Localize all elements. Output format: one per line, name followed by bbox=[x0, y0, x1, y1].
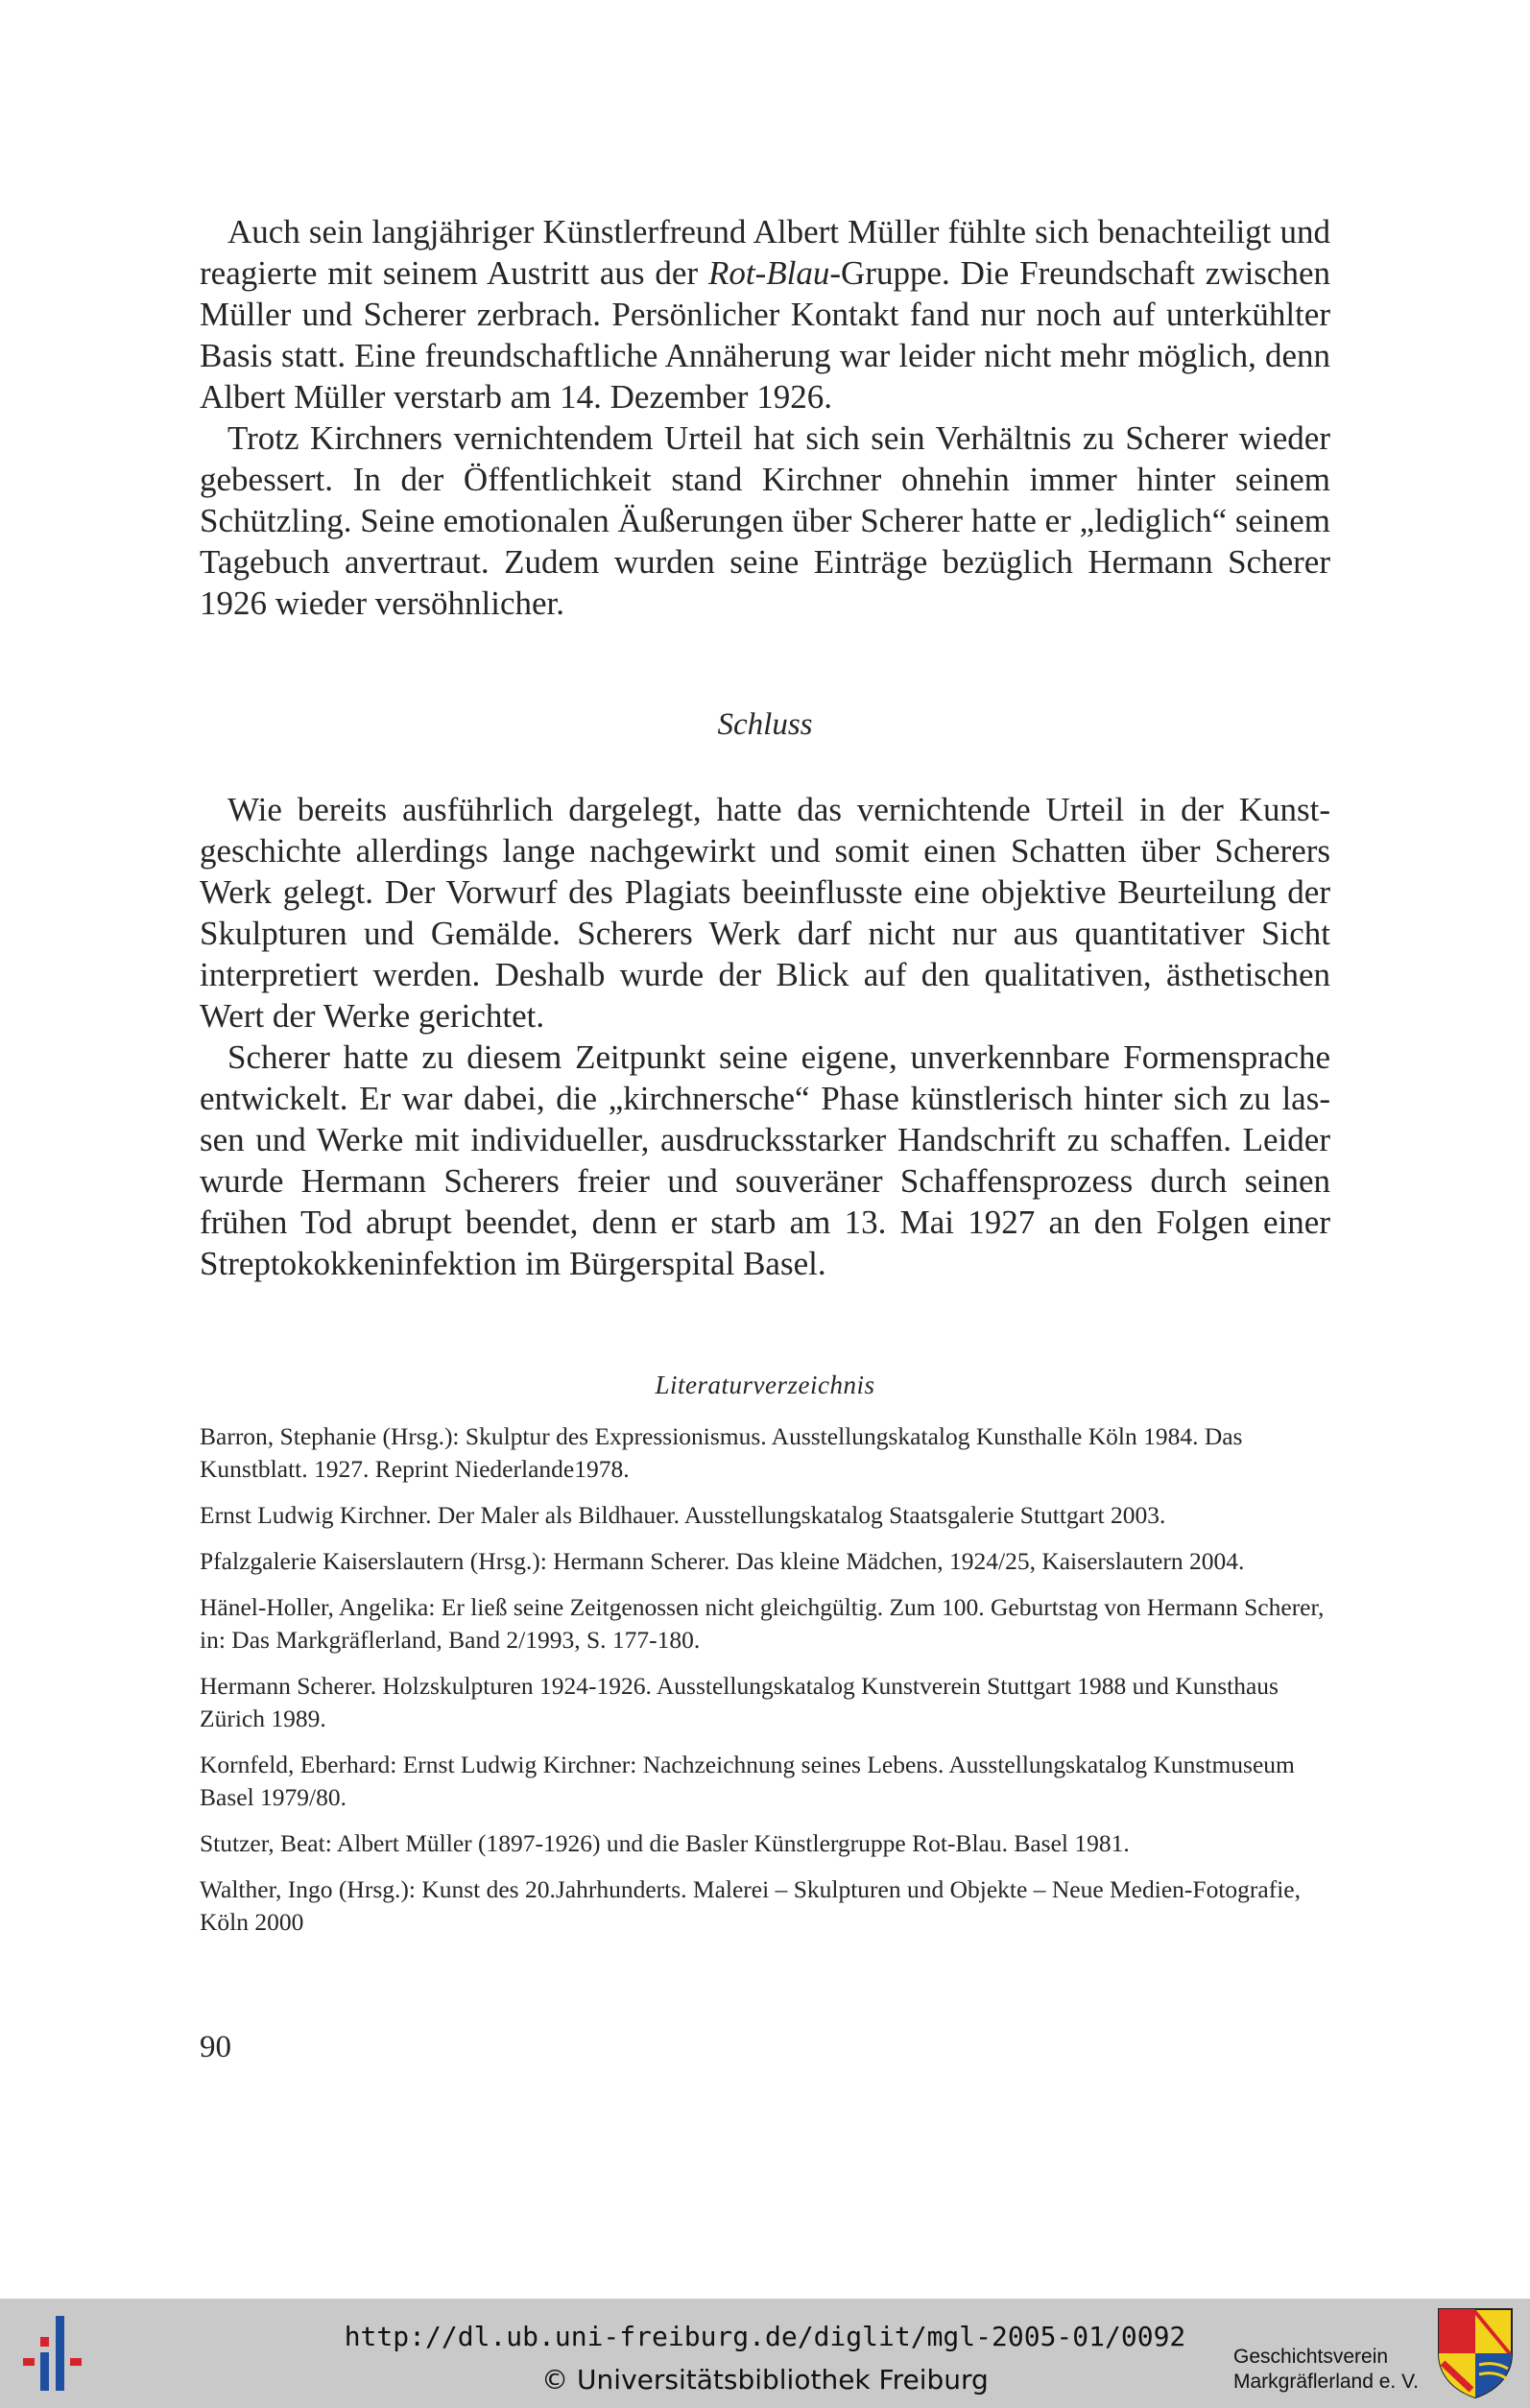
reference-item: Pfalzgalerie Kaiserslautern (Hrsg.): Hermann Scherer. Das kleine Mädchen, 1924/25, Kaiserslautern 2004. bbox=[200, 1547, 1245, 1575]
paragraph-urteil: Wie bereits ausführlich dargelegt, hatte das vernichtende Urteil in der Kunstgeschichte allerdings lange nachgewirkt und somit einen Schatten über Scherers Werk gelegt. Der Vorwurf des Plagiats beeinflusste eine objektive Beurteilung der Skulpturen und Gemälde. Scherers Werk darf nicht nur aus quantitativer Sicht interpretiert werden. Deshalb wurde der Blick auf den qualitativen, ästhetischen Wert der Werke gerichtet. bbox=[200, 791, 1330, 1035]
society-name: Geschichtsverein Markgräflerland e. V. bbox=[1233, 2346, 1419, 2393]
paragraph-formensprache: Scherer hatte zu diesem Zeitpunkt seine eigene, unverkennbare Formensprache entwickelt. Er war dabei, die „kirchnersche“ Phase künstlerisch hinter sich zu lassen und Werke mit individueller, ausdrucksstarker Handschrift zu schaffen. Leider wurde Hermann Scherers freier und souveräner Schaffensprozess durch seinen frühen Tod abrupt beendet, denn er starb am 13. Mai 1927 an den Folgen einer Streptokokkeninfektion im Bürgerspital Basel. bbox=[200, 1038, 1330, 1282]
coat-of-arms-icon bbox=[1435, 2305, 1516, 2399]
body-section-a bbox=[200, 211, 1330, 624]
footer-copyright: © Universitätsbibliothek Freiburg bbox=[541, 2364, 989, 2396]
reference-item: Hermann Scherer. Holzskulpturen 1924-1926. Ausstellungskatalog Kunstverein Stuttgart 1988 und Kunsthaus Zürich 1989. bbox=[200, 1672, 1279, 1732]
paragraph-mueller: Auch sein langjähriger Künstlerfreund Albert Müller fühlte sich benachteiligt und reagierte mit seinem Austritt aus der Rot-Blau-Gruppe. Die Freundschaft zwischen Müller und Scherer zerbrach. Persönlicher Kontakt fand nur noch auf unterkühlter Basis statt. Eine freundschaftliche Annäherung war leider nicht mehr möglich, denn Albert Müller verstarb am 14. Dezember 1926. bbox=[200, 213, 1330, 416]
footer-url-link[interactable]: http://dl.ub.uni-freiburg.de/diglit/mgl-2005-01/0092 bbox=[344, 2321, 1186, 2352]
reference-list bbox=[200, 1420, 1330, 1952]
body-section-b bbox=[200, 789, 1330, 1284]
page-number: 90 bbox=[200, 2030, 231, 2064]
reference-item: Ernst Ludwig Kirchner. Der Maler als Bildhauer. Ausstellungskatalog Staatsgalerie Stuttgart 2003. bbox=[200, 1501, 1166, 1529]
literature-heading: Literaturverzeichnis bbox=[655, 1371, 875, 1399]
reference-item: Stutzer, Beat: Albert Müller (1897-1926) und die Basler Künstlergruppe Rot-Blau. Basel 1981. bbox=[200, 1829, 1130, 1857]
reference-item: Walther, Ingo (Hrsg.): Kunst des 20.Jahrhunderts. Malerei – Skulpturen und Objekte – Neue Medien-Fotografie, Köln 2000 bbox=[200, 1875, 1301, 1936]
reference-item: Barron, Stephanie (Hrsg.): Skulptur des Expressionismus. Ausstellungskatalog Kunsthalle Köln 1984. Das Kunstblatt. 1927. Reprint Niederlande1978. bbox=[200, 1422, 1243, 1483]
reference-item: Hänel-Holler, Angelika: Er ließ seine Zeitgenossen nicht gleichgültig. Zum 100. Geburtstag von Hermann Scherer, in: Das Markgräflerland, Band 2/1993, S. 177-180. bbox=[200, 1593, 1325, 1654]
paragraph-kirchner: Trotz Kirchners vernichtendem Urteil hat sich sein Verhältnis zu Scherer wieder gebessert. In der Öffentlichkeit stand Kirchner ohnehin immer hinter seinem Schützling. Seine emotionalen Äußerungen über Scherer hatte er „lediglich“ seinem Tagebuch anvertraut. Zudem wurden seine Einträge bezüglich Hermann Scherer 1926 wieder versöhnlicher. bbox=[200, 419, 1330, 622]
reference-item: Kornfeld, Eberhard: Ernst Ludwig Kirchner: Nachzeichnung seines Lebens. Ausstellungskatalog Kunstmuseum Basel 1979/80. bbox=[200, 1751, 1295, 1811]
section-heading-schluss: Schluss bbox=[717, 707, 813, 742]
italic-rot-blau: Rot-Blau bbox=[708, 254, 830, 292]
